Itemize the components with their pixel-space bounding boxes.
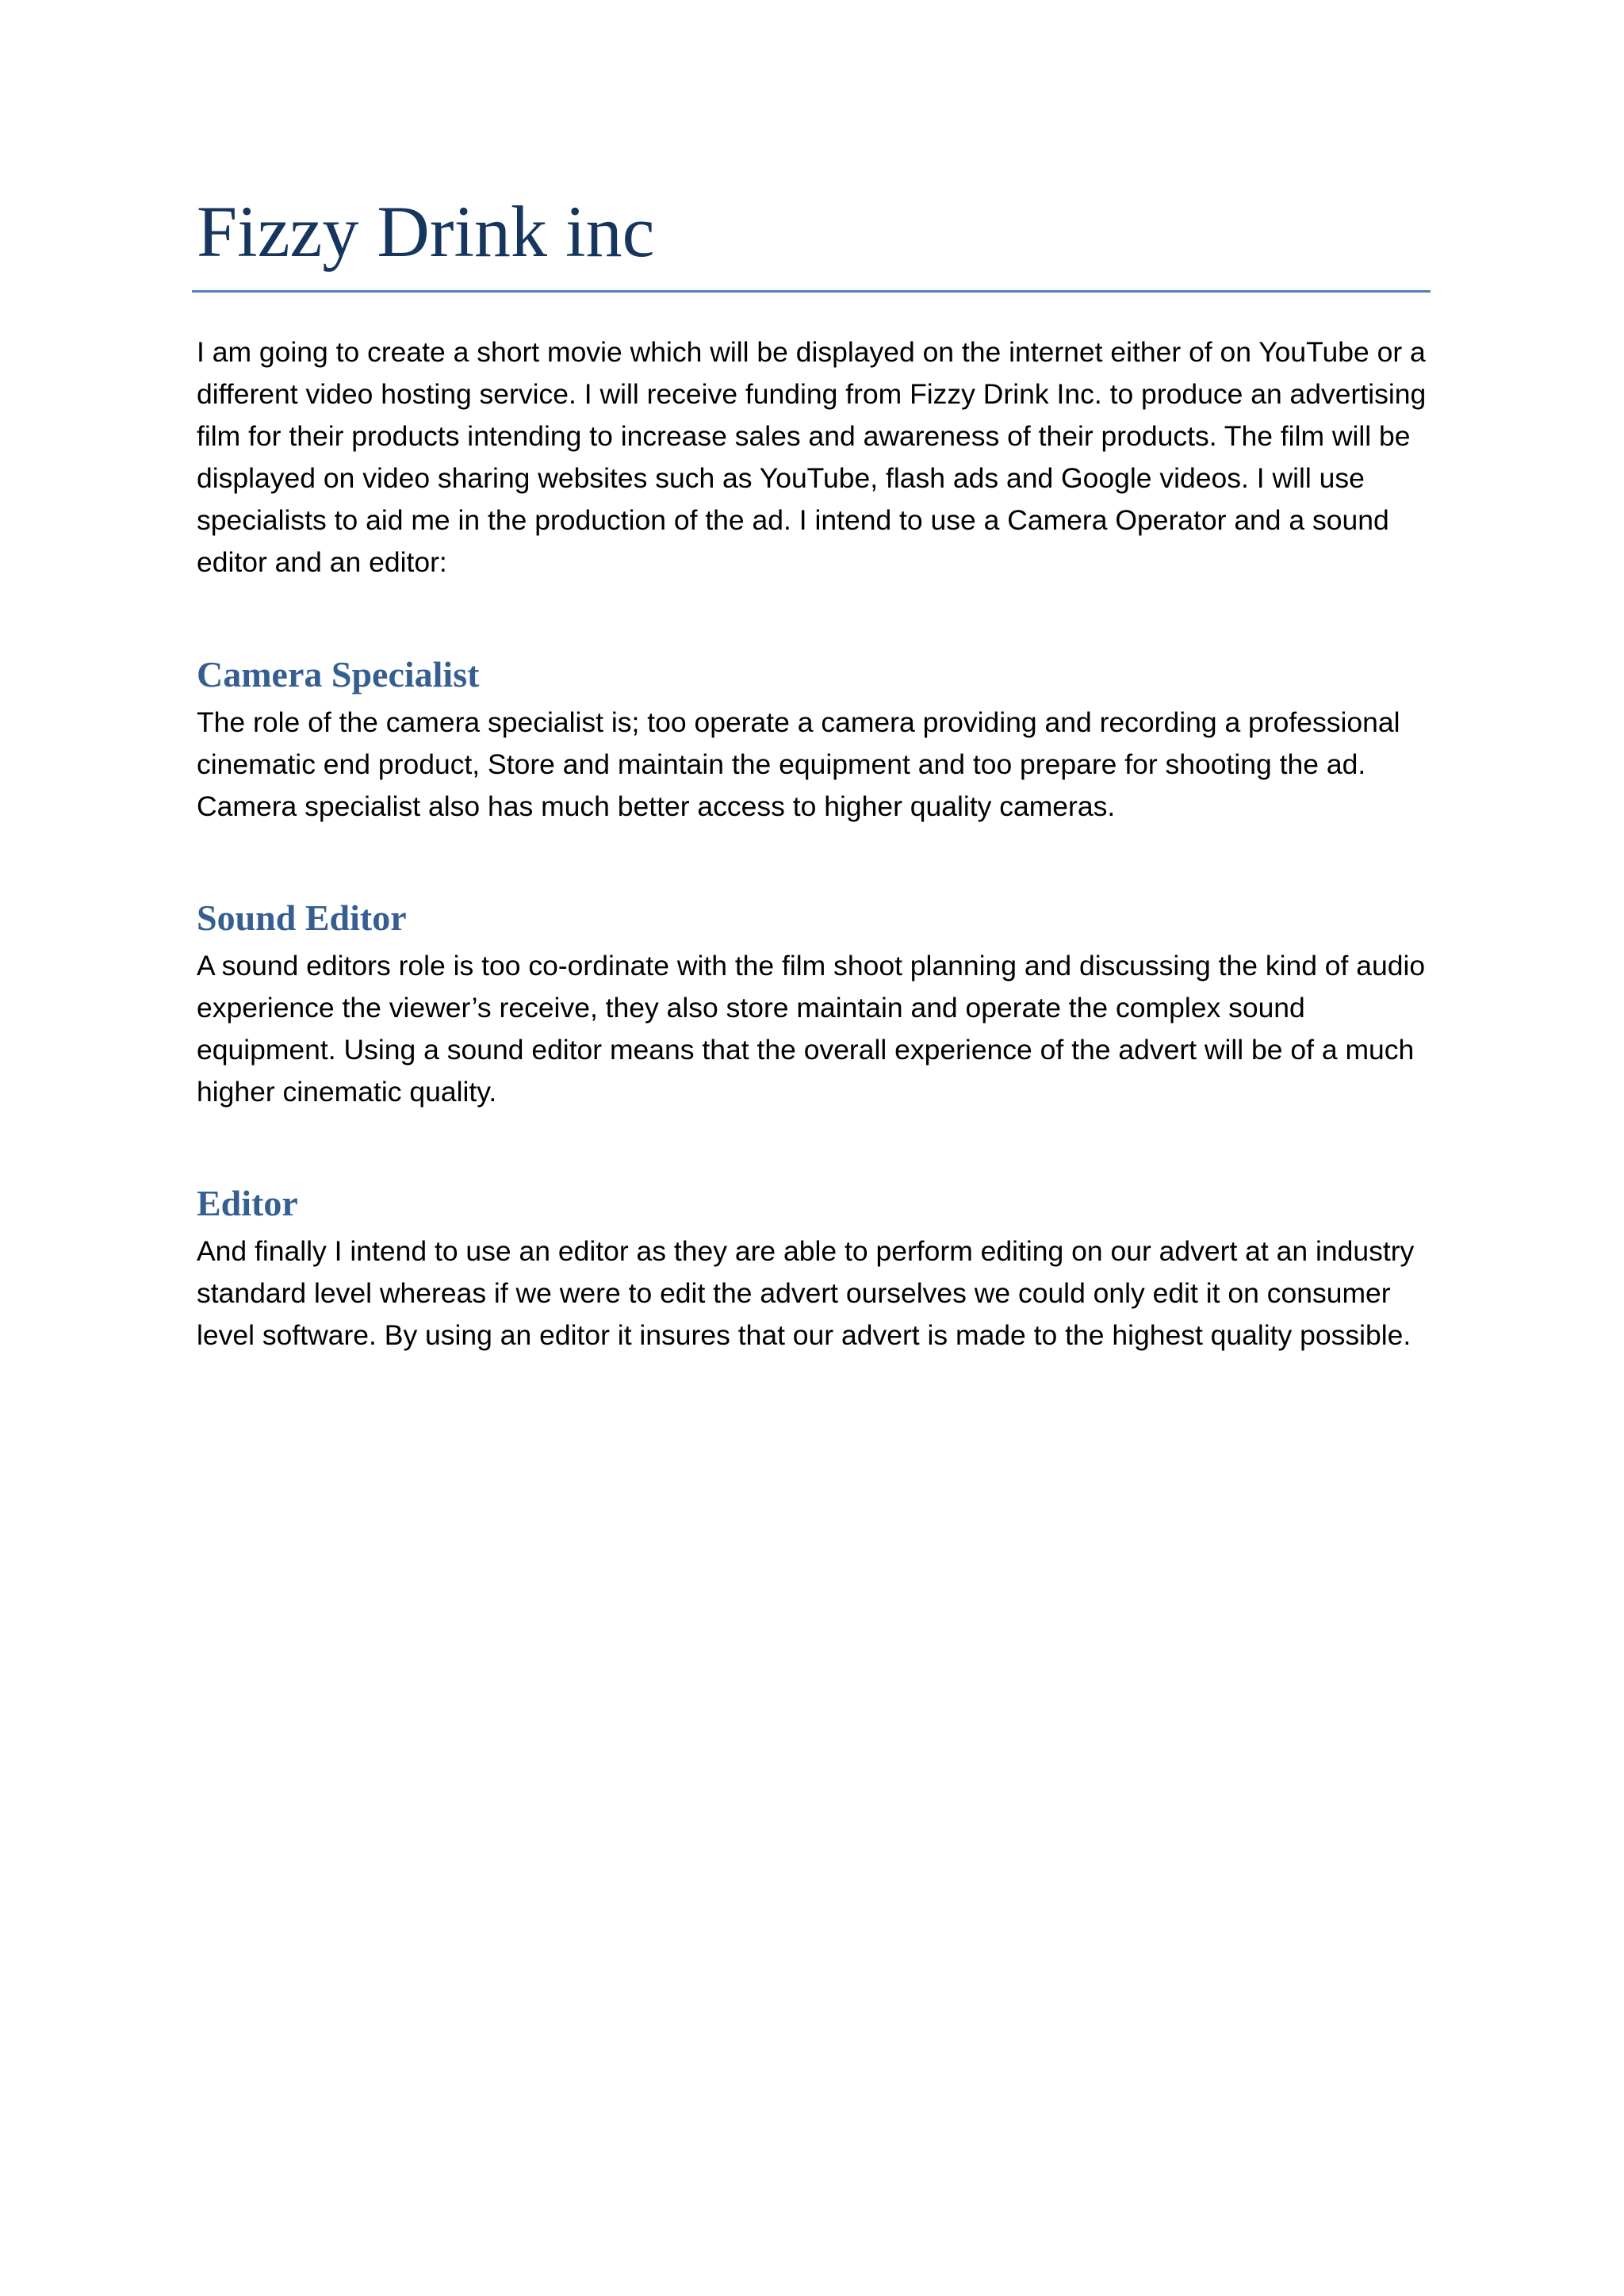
paragraph-line: standard level whereas if we were to edit the advert ourselves we could only edit it on consumer [197,1277,1391,1309]
intro-line: film for their products intending to increase sales and awareness of their products. The film will be [197,420,1411,452]
intro-line: editor and an editor: [197,546,447,578]
paragraph-line: level software. By using an editor it insures that our advert is made to the highest quality possible. [197,1319,1411,1351]
intro-line: different video hosting service. I will receive funding from Fizzy Drink Inc. to produce an advertising [197,378,1427,410]
paragraph-line: experience the viewer’s receive, they also store maintain and operate the complex sound [197,992,1305,1024]
section-heading-camera-specialist: Camera Specialist [197,654,480,695]
section-heading-editor: Editor [197,1183,298,1223]
section-paragraph-editor [197,1230,1434,1357]
section-heading-sound-editor: Sound Editor [197,897,407,938]
intro-line: specialists to aid me in the production of the ad. I intend to use a Camera Operator and a sound [197,504,1389,536]
title-underline-rule [192,290,1431,293]
intro-line: I am going to create a short movie which will be displayed on the internet either of on YouTube or a [197,336,1426,368]
paragraph-line: Camera specialist also has much better access to higher quality cameras. [197,790,1116,822]
document-title: Fizzy Drink inc [197,191,655,272]
paragraph-line: equipment. Using a sound editor means that the overall experience of the advert will be of a much [197,1034,1415,1066]
section-paragraph-camera-specialist [197,702,1434,828]
intro-line: displayed on video sharing websites such as YouTube, flash ads and Google videos. I will use [197,462,1365,494]
paragraph-line: higher cinematic quality. [197,1076,497,1108]
paragraph-line: A sound editors role is too co-ordinate with the film shoot planning and discussing the kind of audio [197,950,1426,982]
section-paragraph-sound-editor [197,945,1434,1113]
paragraph-line: The role of the camera specialist is; too operate a camera providing and recording a professional [197,706,1400,738]
intro-paragraph [197,331,1434,584]
paragraph-line: cinematic end product, Store and maintain the equipment and too prepare for shooting the ad. [197,748,1366,780]
paragraph-line: And finally I intend to use an editor as they are able to perform editing on our advert at an industry [197,1235,1415,1267]
